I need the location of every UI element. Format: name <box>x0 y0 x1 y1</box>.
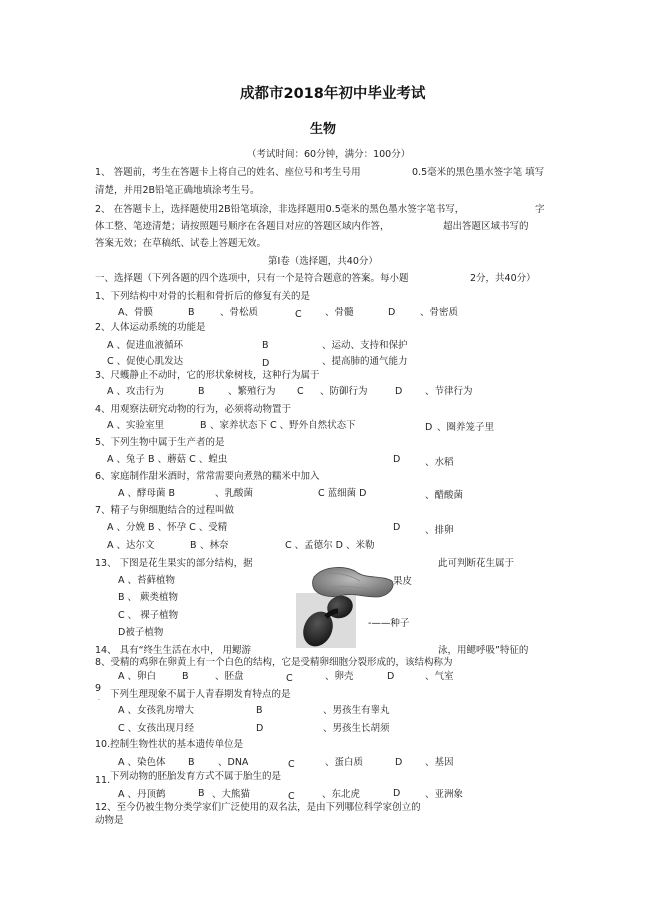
question-6: 6、家庭制作甜米酒时，常常需要向煮熟的糯米中加入 <box>95 471 320 482</box>
question-7: 7、精子与卵细胞结合的过程叫做 <box>95 505 235 516</box>
q6-option-d: 、醋酸菌 <box>425 490 464 501</box>
q10-option-d: 、基因 <box>425 757 454 768</box>
q7-options-abc: A 、分娩 B 、怀孕 C 、受精 <box>107 522 228 533</box>
q2-option-b: 、运动、支持和保护 <box>322 340 408 351</box>
q9-option-a: A 、女孩乳房增大 <box>118 705 195 716</box>
q6-option-a: A 、酵母菌 B <box>118 488 176 499</box>
q10-option-b-letter: B <box>188 757 195 768</box>
q11-option-b-letter: B <box>198 788 205 799</box>
question-2: 2、人体运动系统的功能是 <box>95 322 206 333</box>
q2-option-c: C 、促使心肌发达 <box>107 356 184 367</box>
q11-option-d: 、亚洲象 <box>425 789 464 800</box>
peanut-label-pericarp: 果皮 <box>393 576 413 587</box>
q9-option-b-letter: B <box>256 705 263 716</box>
q3-option-d: 、节律行为 <box>425 386 473 397</box>
question-9-dot: . <box>98 695 100 702</box>
q13-option-d: D被子植物 <box>118 627 164 638</box>
q4-option-d: 、圈养笼子里 <box>437 422 495 433</box>
q1-option-d: 、骨密质 <box>420 307 459 318</box>
q13-option-b: B 、 蕨类植物 <box>118 592 179 603</box>
q8-option-c: 、卵壳 <box>325 671 354 682</box>
q2-option-b-letter: B <box>262 340 269 351</box>
q8-option-b: 、胚盘 <box>215 671 244 682</box>
note-2-line-1: 2、 在答题卡上，选择题使用2B铅笔填涂，非选择题用0.5毫米的黑色墨水签字笔书写， <box>95 204 465 215</box>
q8-option-b-letter: B <box>182 671 189 682</box>
question-11-number: 11. <box>95 775 111 786</box>
q4-option-b-c: 、家养状态下 C 、野外自然状态下 <box>210 420 356 431</box>
q11-option-a: A 、丹顶鹤 <box>118 789 166 800</box>
exam-title: 成都市2018年初中毕业考试 <box>240 86 426 102</box>
q8-option-d-letter: D <box>387 671 395 682</box>
question-1: 1、下列结构中对骨的长粗和骨折后的修复有关的是 <box>95 291 311 302</box>
q1-option-c: 、骨髓 <box>325 307 354 318</box>
q6-option-b: 、乳酸菌 <box>215 488 254 499</box>
q3-option-b: 、繁殖行为 <box>228 386 276 397</box>
q3-option-c-letter: C <box>297 386 304 397</box>
q8-option-a: A 、卵白 <box>118 671 157 682</box>
q2-option-d: 、提高肺的通气能力 <box>322 356 408 367</box>
question-12-cont: 动物是 <box>95 815 124 826</box>
q10-option-b: 、DNA <box>218 757 249 768</box>
q10-option-c-letter: C <box>288 759 295 770</box>
q5-option-d: 、水稻 <box>425 457 454 468</box>
q4-option-b-letter: B <box>200 420 207 431</box>
note-2-line-1-cont: 字 <box>535 204 545 215</box>
exam-info: （考试时间：60分钟，满分：100分） <box>247 149 411 160</box>
question-5: 5、下列生物中属于生产者的是 <box>95 437 225 448</box>
q8-option-d: 、气室 <box>425 671 454 682</box>
note-2-line-2-cont: 超出答题区域书写的 <box>443 221 529 232</box>
q3-option-d-letter: D <box>395 386 403 397</box>
q5-option-d-letter: D <box>393 454 401 465</box>
q9-option-d: 、男孩生长胡须 <box>323 723 390 734</box>
q3-option-c: 、防御行为 <box>320 386 368 397</box>
question-10: 10.控制生物性状的基本遗传单位是 <box>95 739 244 750</box>
peanut-label-seed: -——种子 <box>368 618 410 629</box>
note-1-line-2: 清楚，并用2B铅笔正确地填涂考生号。 <box>95 185 260 196</box>
q8-option-c-letter: C <box>286 673 293 684</box>
q3-option-a: A 、攻击行为 <box>107 386 165 397</box>
q7-option-d-letter: D <box>393 522 401 533</box>
q13-option-a: A 、苔藓植物 <box>118 575 176 586</box>
q9-option-c: C 、女孩出现月经 <box>118 723 195 734</box>
q3-option-b-letter: B <box>198 386 205 397</box>
question-9: 下列生理现象不属于人青春期发育特点的是 <box>110 689 291 700</box>
q2-option-d-letter: D <box>262 358 270 369</box>
peanut-pericarp-shape <box>313 567 394 597</box>
q9-option-b: 、男孩生有睾丸 <box>323 705 390 716</box>
question-4: 4、用观察法研究动物的行为，必须将动物置于 <box>95 404 292 415</box>
note-1-line-1: 1、 答题前，考生在答题卡上将自己的姓名、座位号和考生号用 <box>95 167 361 178</box>
question-12: 12、至今仍被生物分类学家们广泛使用的双名法，是由下列哪位科学家创立的 <box>95 802 421 813</box>
q11-option-c-letter: C <box>288 791 295 802</box>
q1-option-d-letter: D <box>388 307 396 318</box>
part-title: 第Ⅰ卷（选择题，共40分） <box>268 256 378 267</box>
section-instructions-cont: 2分，共40分） <box>470 273 536 284</box>
q4-option-d-letter: D <box>425 422 433 433</box>
q5-options-abc: A 、兔子 B 、蘑菇 C 、蝗虫 <box>107 454 228 465</box>
question-13-cont: 此可判断花生属于 <box>438 558 515 569</box>
question-13: 13、 下图是花生果实的部分结构，据 <box>95 558 253 569</box>
subject-title: 生物 <box>310 122 337 137</box>
q4-option-a: A 、实验室里 <box>107 420 165 431</box>
q11-option-b: 、大熊猫 <box>212 789 251 800</box>
question-9-number: 9 <box>95 683 102 694</box>
q9-option-d-letter: D <box>256 723 264 734</box>
note-1-line-1-cont: 0.5毫米的黑色墨水签字笔 填写 <box>412 167 545 178</box>
q2-option-a: A 、促进血液循环 <box>107 340 184 351</box>
question-3: 3、尺蠖静止不动时，它的形状象树枝，这种行为属于 <box>95 370 320 381</box>
q10-option-d-letter: D <box>395 757 403 768</box>
question-8: 8、受精的鸡卵在卵黄上有一个白色的结构，它是受精卵细胞分裂形成的，该结构称为 <box>95 657 453 668</box>
q13-option-c: C 、 裸子植物 <box>118 610 179 621</box>
question-14: 14、 具有“终生生活在水中， 用鳃游 <box>95 645 252 656</box>
note-2-line-3: 答案无效；在草稿纸、试卷上答题无效。 <box>95 238 267 249</box>
scientist-option-b: 、林奈 <box>200 540 229 551</box>
q1-option-b-letter: B <box>188 307 195 318</box>
scientist-option-b-letter: B <box>190 540 197 551</box>
q1-option-b: 、骨松质 <box>220 307 259 318</box>
section-instructions: 一、选择题（下列各题的四个选项中，只有一个是符合题意的答案。每小题 <box>95 273 409 284</box>
question-14-cont: 泳，用鳃呼吸”特征的 <box>438 645 529 656</box>
q10-option-c: 、蛋白质 <box>325 757 364 768</box>
q10-option-a: A 、染色体 <box>118 757 166 768</box>
note-2-line-2: 体工整、笔迹清楚；请按照题号顺序在各题目对应的答题区域内作答， <box>95 221 390 232</box>
q7-option-d: 、排卵 <box>425 525 454 536</box>
q1-option-a: A、骨膜 <box>118 307 153 318</box>
scientist-option-a: A 、达尔文 <box>107 540 155 551</box>
q6-option-c: C 蓝细菌 D <box>318 488 367 499</box>
q11-option-c: 、东北虎 <box>322 789 361 800</box>
q11-option-d-letter: D <box>393 788 401 799</box>
question-11: 下列动物的胚胎发育方式不属于胎生的是 <box>110 771 282 782</box>
scientist-option-c-d: C 、孟德尔 D 、米勒 <box>285 540 375 551</box>
peanut-figure <box>296 563 396 648</box>
q1-option-c-letter: C <box>295 309 302 320</box>
